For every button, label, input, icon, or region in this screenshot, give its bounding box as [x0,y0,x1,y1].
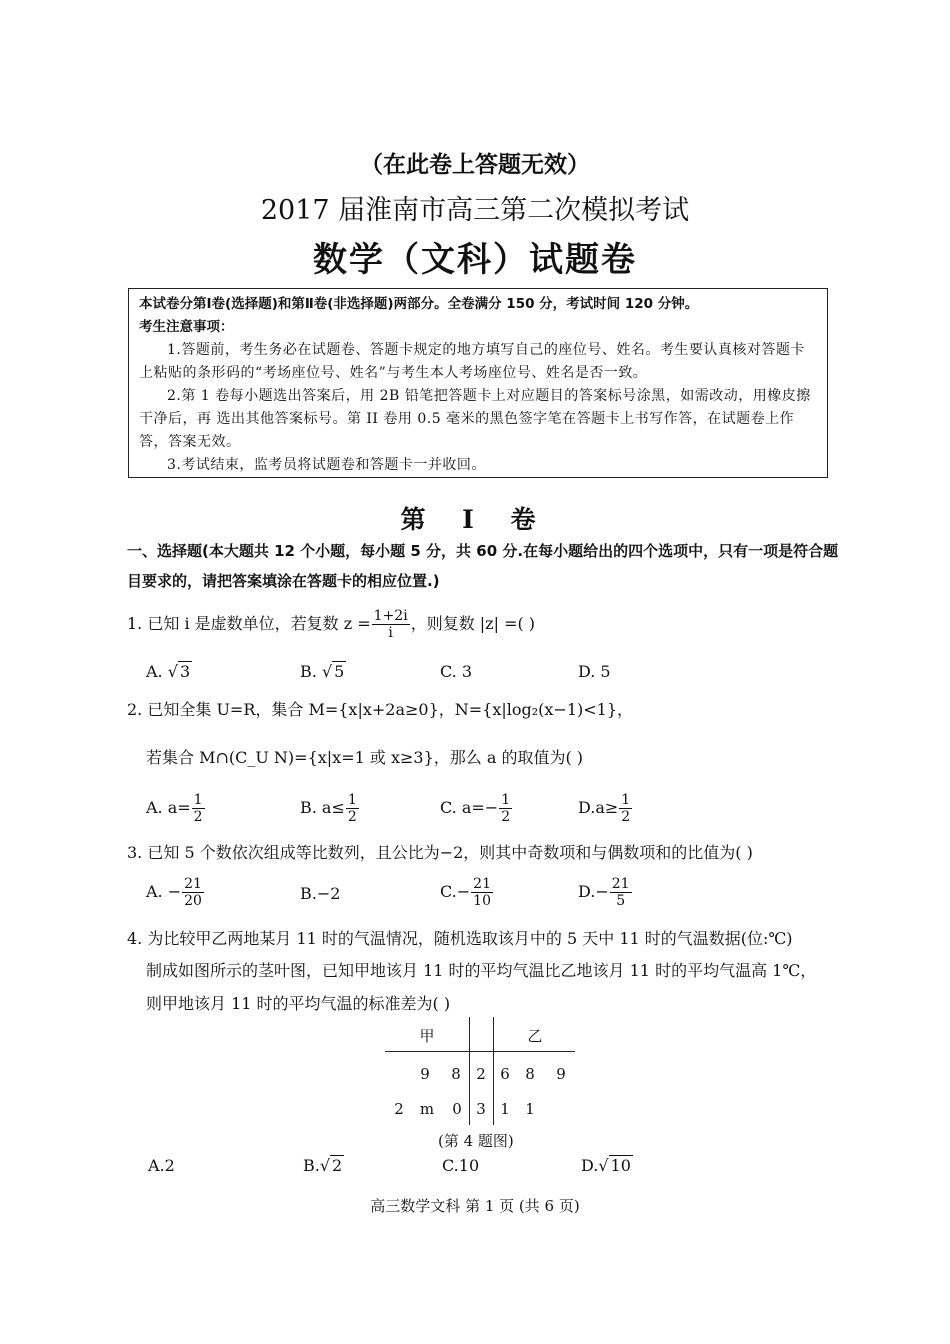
q3-option-a-fraction [182,876,204,909]
q1-fraction [372,608,410,641]
plot-vertical-rule-right [493,1017,494,1125]
q2-option-c-fraction [499,792,512,825]
question-4-line-3: 则甲地该月 11 时的平均气温的标准差为( ) [146,994,451,1013]
q2-option-a-label: A. a= [146,798,191,817]
fraction-den: 2 [501,809,511,825]
sqrt-symbol: √ 2 [319,1156,343,1175]
q1-option-b [300,662,346,681]
notice-item-1: 1.答题前，考生务必在试题卷、答题卡规定的地方填写自己的座位号、姓名。考生要认真核对答题卡上粘贴的条形码的“考场座位号、姓名”与考生本人考场座位号、姓名是否一致。 [139,342,805,381]
fraction-den: 5 [616,893,626,909]
q2-option-a [146,792,206,825]
fraction-num: 21 [611,876,630,892]
q4-option-a: A.2 [148,1156,175,1175]
leaf-left: 9 [420,1065,430,1083]
plot-vertical-rule-left [469,1017,470,1125]
leaf-left: 8 [451,1065,461,1083]
q2-option-b-label: B. a≤ [300,798,345,817]
q3-option-d [578,876,633,909]
leaf-right: 9 [556,1065,566,1083]
q1-option-d: D. 5 [578,662,611,681]
q1-option-a [146,662,192,681]
stem-value: 2 [476,1065,486,1083]
fraction-num: 1 [621,792,631,808]
q1-stem-post: ，则复数 |z| =( ) [410,614,536,633]
q1-option-c: C. 3 [440,662,473,681]
leaf-right: 8 [525,1065,535,1083]
leaf-left: 0 [452,1100,462,1118]
q1-stem-pre: 1. 已知 i 是虚数单位，若复数 z = [127,614,371,633]
figure-caption: (第 4 题图) [438,1132,514,1150]
question-4-line-1: 4. 为比较甲乙两地某月 11 时的气温情况，随机选取该月中的 5 天中 11 时的气温数据(位:℃) [127,929,793,948]
fraction-den: 2 [347,809,357,825]
q3-option-d-label: D.− [578,882,609,901]
fraction-num: 1 [347,792,357,808]
plot-left-header: 甲 [419,1027,435,1045]
q1-option-a-label: A. [146,662,163,681]
sqrt-symbol: √ 10 [598,1156,631,1175]
q3-option-d-fraction [610,876,632,909]
question-3: 3. 已知 5 个数依次组成等比数列，且公比为−2，则其中奇数项和与偶数项和的比值为( ) [127,843,753,862]
q2-option-d-fraction [619,792,632,825]
q4-option-b-radicand: 2 [332,1156,343,1175]
fraction-den: 2 [193,809,203,825]
plot-horizontal-rule [385,1051,575,1052]
question-2-line-1: 2. 已知全集 U=R，集合 M={x|x+2a≥0}，N={x|log₂(x−1)<1}， [127,700,634,719]
leaf-left: m [419,1100,435,1118]
stem-value: 3 [476,1100,486,1118]
section-instructions: 一、选择题(本大题共 12 个小题，每小题 5 分，共 60 分.在每小题给出的四个选项中，只有一项是符合题目要求的，请把答案填涂在答题卡的相应位置.) [127,542,839,590]
notice-item-3: 3.考试结束，监考员将试题卷和答题卡一并收回。 [167,457,486,473]
notice-box [128,288,828,478]
q3-option-a [146,876,205,909]
leaf-right: 1 [525,1100,535,1118]
q2-option-c-label: C. a=− [440,798,499,817]
fraction-den: 2 [621,809,631,825]
q2-option-c [440,792,513,825]
question-2-line-2: 若集合 M∩(C_U N)={x|x=1 或 x≥3}，那么 a 的取值为( ) [146,748,584,767]
leaf-right: 1 [500,1100,510,1118]
q4-option-b [303,1156,344,1175]
leaf-left: 2 [394,1100,404,1118]
page-footer: 高三数学文科 第 1 页 (共 6 页) [370,1197,580,1215]
q2-option-d [578,792,633,825]
q1-option-b-label: B. [300,662,317,681]
fraction-num: 21 [473,876,491,892]
fraction-num: 1 [501,792,511,808]
q3-option-b: B.−2 [300,884,341,903]
q4-option-d-label: D. [581,1156,599,1175]
fraction-num: 21 [184,876,202,892]
fraction-den: 20 [184,893,202,909]
fraction-den: 10 [473,893,491,909]
stem-leaf-plot [385,1015,585,1127]
leaf-right: 6 [500,1065,510,1083]
notice-heading: 考生注意事项： [139,319,234,335]
q4-option-d [581,1156,633,1175]
q3-option-c-fraction [471,876,493,909]
q1-option-b-radicand: 5 [334,662,345,681]
q2-option-d-label: D.a≥ [578,798,619,817]
exam-name: 2017 届淮南市高三第二次模拟考试 [260,195,690,226]
q2-option-b-fraction [346,792,359,825]
notice-item-2: 2.第 1 卷每小题选出答案后，用 2B 铅笔把答题卡上对应题目的答案标号涂黑，如需改动，用橡皮擦干净后，再 选出其他答案标号。第 II 卷用 0.5 毫米的黑色签字笔在答题卡上书写作答，在试题卷上作答，答案无效。 [139,388,811,450]
q1-option-a-radicand: 3 [179,662,191,681]
q1-fraction-den: i [388,625,393,641]
q4-option-d-radicand: 10 [610,1156,631,1175]
q4-option-b-label: B. [303,1156,320,1175]
q3-option-c-label: C.− [440,882,471,901]
question-1 [127,608,535,641]
plot-right-header: 乙 [527,1027,543,1045]
fraction-num: 1 [193,792,203,808]
q3-option-c [440,876,494,909]
notice-summary: 本试卷分第Ⅰ卷(选择题)和第Ⅱ卷(非选择题)两部分。全卷满分 150 分，考试时间 120 分钟。 [139,296,699,312]
q4-option-c: C.10 [442,1156,480,1175]
paper-title: 数学（文科）试题卷 [313,240,637,280]
sqrt-symbol: √ 3 [167,662,191,681]
q2-option-b [300,792,360,825]
q3-option-a-label: A. − [146,882,182,901]
sqrt-symbol: √ 5 [321,662,345,681]
question-4-line-2: 制成如图所示的茎叶图，已知甲地该月 11 时的平均气温比乙地该月 11 时的平均气温高 1℃， [146,961,817,980]
q1-fraction-num: 1+2i [373,608,408,624]
q2-option-a-fraction [192,792,205,825]
section-heading: 第 I 卷 [400,505,550,534]
invalid-answer-note: （在此卷上答题无效） [360,151,590,178]
